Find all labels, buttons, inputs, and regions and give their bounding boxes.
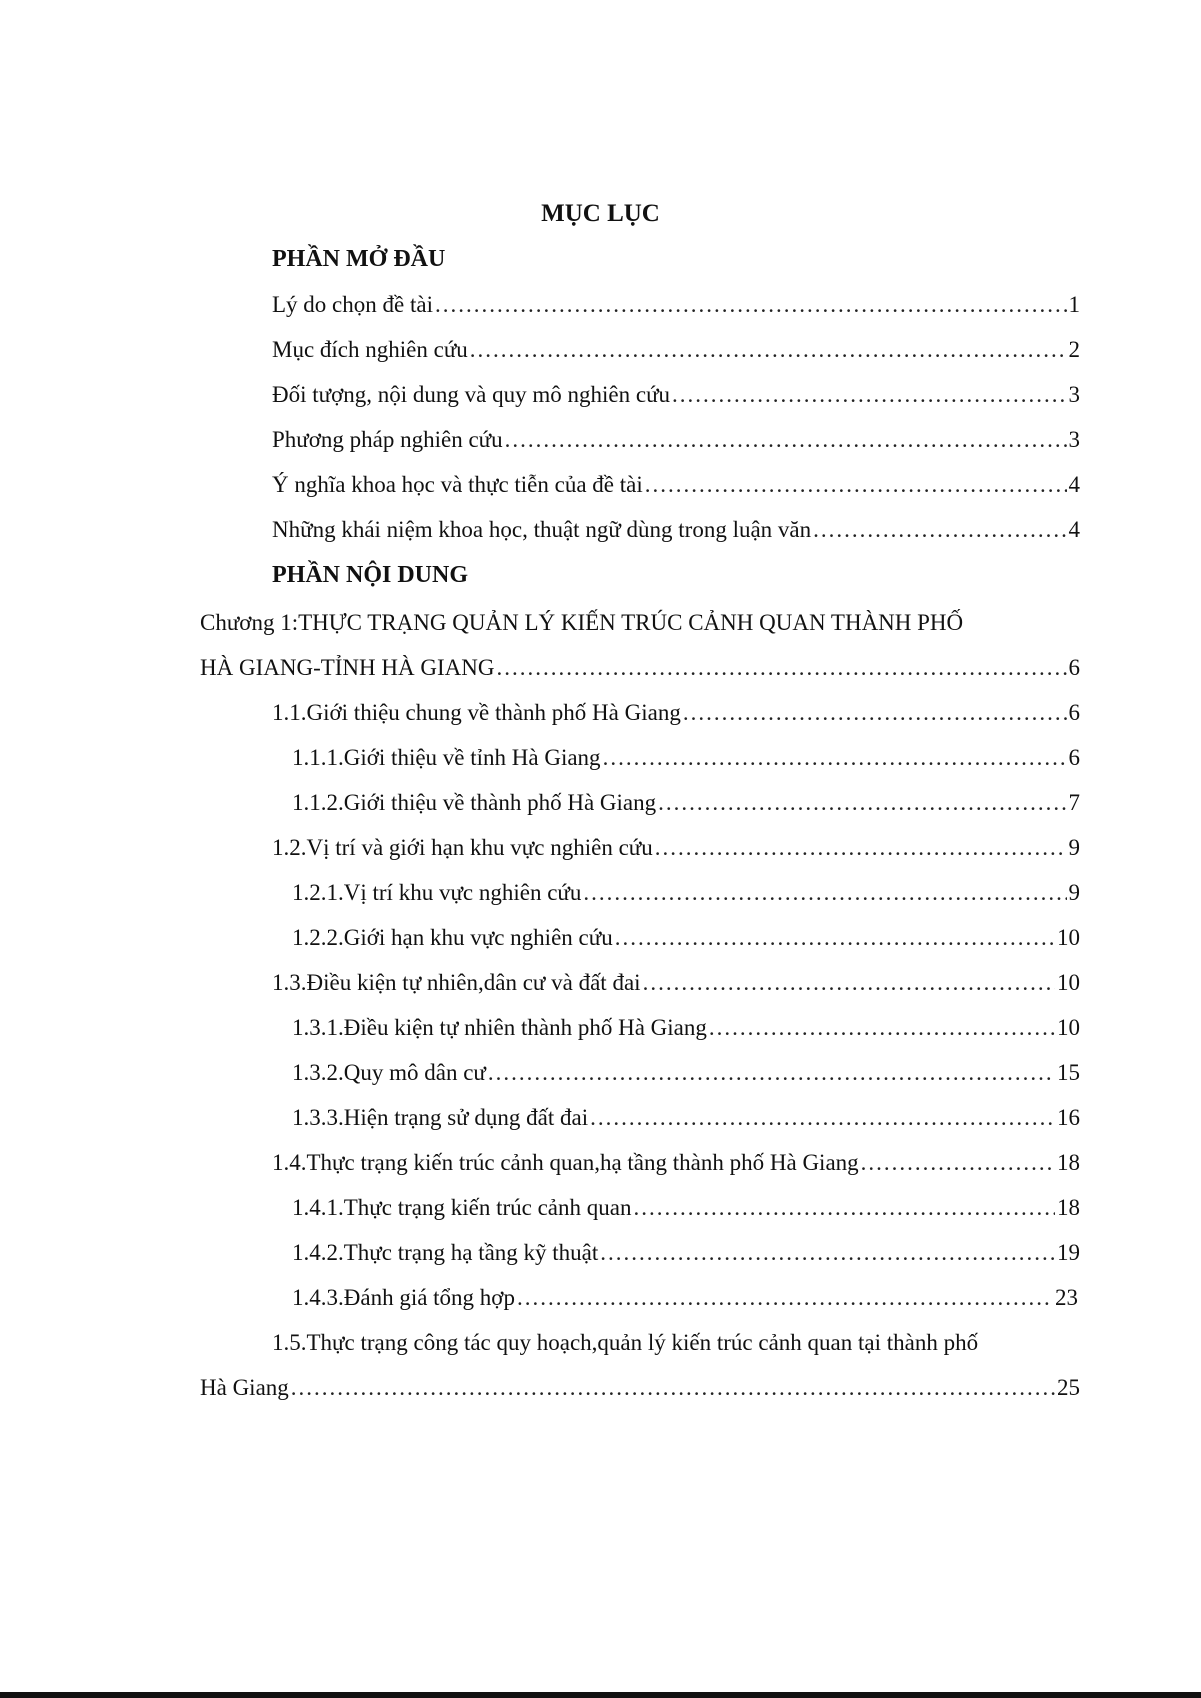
page-number: 4 [1068, 472, 1080, 497]
toc-entry: Phương pháp nghiên cứu ..... 3 [272, 424, 1080, 456]
toc-entry: 1.3.1.Điều kiện tự nhiên thành phố Hà Giang ..... 10 [292, 1012, 1080, 1044]
section15-title-line1: 1.5.Thực trạng công tác quy hoạch,quản lý kiến trúc cảnh quan tại thành phố [272, 1330, 979, 1355]
toc-entry: 1.4.Thực trạng kiến trúc cảnh quan,hạ tầng thành phố Hà Giang ..... 18 [272, 1147, 1080, 1179]
toc-entry: 1.4.2.Thực trạng hạ tầng kỹ thuật ..... 19 [292, 1237, 1080, 1269]
toc-entry: 1.1.2.Giới thiệu về thành phố Hà Giang ..... 7 [292, 787, 1080, 819]
page-number: 19 [1057, 1240, 1080, 1265]
page-number: 9 [1068, 880, 1080, 905]
page-number: 6 [1068, 655, 1080, 680]
page-number: 9 [1068, 835, 1080, 860]
page-number: 2 [1068, 337, 1080, 362]
page-number: 1 [1068, 292, 1080, 317]
page-number: 6 [1068, 745, 1080, 770]
toc-entry-chapter1: HÀ GIANG-TỈNH HÀ GIANG ..... 6 [200, 652, 1080, 684]
toc-entry: Mục đích nghiên cứu ..... 2 [272, 334, 1080, 366]
toc-entry: 1.3.Điều kiện tự nhiên,dân cư và đất đai ..... 10 [272, 967, 1080, 999]
part2-heading: PHẦN NỘI DUNG [272, 562, 468, 588]
page-number: 6 [1068, 700, 1080, 725]
page-bottom-edge [0, 1692, 1201, 1698]
page-number: 7 [1068, 790, 1080, 815]
page-number: 10 [1057, 970, 1080, 995]
toc-entry: 1.3.2.Quy mô dân cư ..... 15 [292, 1057, 1080, 1089]
part1-heading: PHẦN MỞ ĐẦU [272, 246, 446, 272]
toc-entry: 1.2.1.Vị trí khu vực nghiên cứu ..... 9 [292, 877, 1080, 909]
toc-entry: Đối tượng, nội dung và quy mô nghiên cứu ..... 3 [272, 379, 1080, 411]
toc-entry: 1.1.1.Giới thiệu về tỉnh Hà Giang ..... 6 [292, 742, 1080, 774]
toc-entry: 1.4.1.Thực trạng kiến trúc cảnh quan ..... 18 [292, 1192, 1080, 1224]
toc-entry: 1.2.Vị trí và giới hạn khu vực nghiên cứu ..... 9 [272, 832, 1080, 864]
page-number: 3 [1068, 427, 1080, 452]
page-number: 15 [1057, 1060, 1080, 1085]
toc-entry-section15: Hà Giang ..... 25 [200, 1372, 1080, 1404]
chapter1-title-line1: Chương 1:THỰC TRẠNG QUẢN LÝ KIẾN TRÚC CẢNH QUAN THÀNH PHỐ [200, 610, 964, 635]
page-number: 4 [1068, 517, 1080, 542]
page-number: 23 [1055, 1285, 1078, 1310]
page-number: 3 [1068, 382, 1080, 407]
toc-entry: Những khái niệm khoa học, thuật ngữ dùng trong luận văn ..... 4 [272, 514, 1080, 546]
page-number: 10 [1057, 925, 1080, 950]
page-number: 25 [1057, 1375, 1080, 1400]
toc-entry: Lý do chọn đề tài ..... 1 [272, 289, 1080, 321]
toc-title: MỤC LỤC [541, 200, 660, 227]
toc-entry: 1.1.Giới thiệu chung về thành phố Hà Giang ..... 6 [272, 697, 1080, 729]
toc-entry: Ý nghĩa khoa học và thực tiễn của đề tài ..... 4 [272, 469, 1080, 501]
toc-entry: 1.2.2.Giới hạn khu vực nghiên cứu ..... 10 [292, 922, 1080, 954]
page-number: 16 [1057, 1105, 1080, 1130]
page-number: 10 [1057, 1015, 1080, 1040]
page-number: 18 [1057, 1150, 1080, 1175]
toc-entry: 1.3.3.Hiện trạng sử dụng đất đai ..... 16 [292, 1102, 1080, 1134]
toc-entry: 1.4.3.Đánh giá tổng hợp ..... 23 [292, 1282, 1078, 1314]
page-number: 18 [1057, 1195, 1080, 1220]
